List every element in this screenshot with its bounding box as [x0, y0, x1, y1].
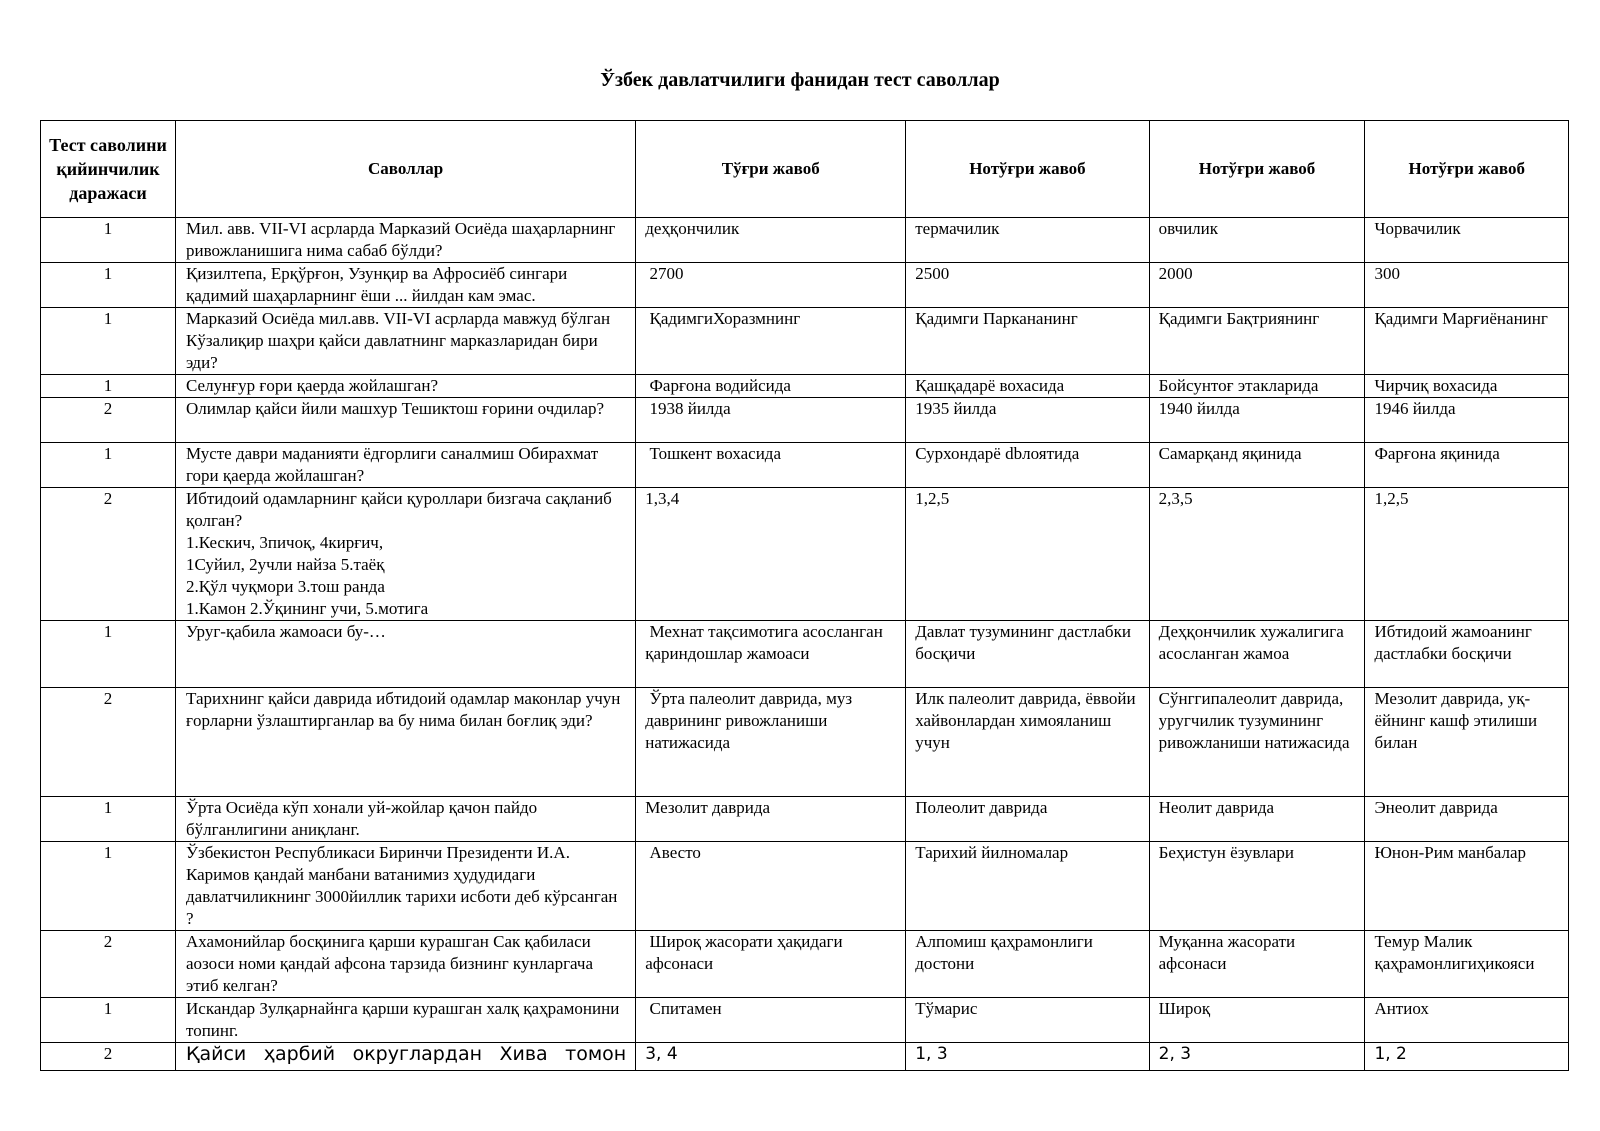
- question-text: Искандар Зулқарнайнга қарши курашган халқ қаҳрамонини топинг.: [176, 998, 636, 1043]
- difficulty-level: 1: [41, 621, 176, 688]
- correct-answer: Широқ жасорати ҳақидаги афсонаси: [636, 931, 906, 998]
- wrong-answer-1: Тўмарис: [906, 998, 1149, 1043]
- difficulty-level: 2: [41, 488, 176, 621]
- wrong-answer-1: термачилик: [906, 218, 1149, 263]
- header-difficulty: Тест саволини қийинчилик даражаси: [41, 121, 176, 218]
- question-text: Марказий Осиёда мил.авв. VII-VI асрларда мавжуд бўлган Кўзалиқир шаҳри қайси давлатнинг марказларидан бири эди?: [176, 308, 636, 375]
- header-correct-answer: Тўғри жавоб: [636, 121, 906, 218]
- difficulty-level: 1: [41, 797, 176, 842]
- wrong-answer-3: Энеолит даврида: [1365, 797, 1569, 842]
- wrong-answer-1: Илк палеолит даврида, ёввойи хайвонлардан химояланиш учун: [906, 688, 1149, 797]
- question-text: Тарихнинг қайси даврида ибтидоий одамлар маконлар учун ғорларни ўзлаштирганлар ва бу нима билан боғлиқ эди?: [176, 688, 636, 797]
- wrong-answer-3: 1,2,5: [1365, 488, 1569, 621]
- difficulty-level: 1: [41, 308, 176, 375]
- question-text: Ўзбекистон Республикаси Биринчи Президенти И.А. Каримов қандай манбани ватанимиз ҳудудидаги давлатчиликнинг 3000йиллик тарихи исботи деб кўрсанган ?: [176, 842, 636, 931]
- wrong-answer-3: Ибтидоий жамоанинг дастлабки босқичи: [1365, 621, 1569, 688]
- wrong-answer-1: 2500: [906, 263, 1149, 308]
- question-text: Ахамонийлар босқинига қарши курашган Сак қабиласи аозоси номи қандай афсона тарзида бизнинг кунларгача этиб келган?: [176, 931, 636, 998]
- wrong-answer-2: Муқанна жасорати афсонаси: [1149, 931, 1365, 998]
- table-row: [41, 218, 1569, 263]
- question-text: Қайси ҳарбий округлардан Хива томон: [176, 1043, 636, 1071]
- wrong-answer-2: Неолит даврида: [1149, 797, 1365, 842]
- question-text: Қизилтепа, Ерқўрғон, Узунқир ва Афросиёб сингари қадимий шаҳарларнинг ёши ... йилдан кам эмас.: [176, 263, 636, 308]
- difficulty-level: 2: [41, 931, 176, 998]
- table-row: [41, 488, 1569, 621]
- test-questions-table: [40, 120, 1569, 1071]
- difficulty-level: 1: [41, 998, 176, 1043]
- wrong-answer-2: Деҳқончилик хужалигига асосланган жамоа: [1149, 621, 1365, 688]
- question-text: Ибтидоий одамларнинг қайси қуроллари бизгача сақланиб қолган? 1.Кескич, 3пичоқ, 4кирғич, 1Суйил, 2учли найза 5.таёқ 2.Қўл чуқмори 3.тош ранда 1.Камон 2.Ўқининг учи, 5.мотига: [176, 488, 636, 621]
- wrong-answer-3: Чирчиқ вохасида: [1365, 375, 1569, 398]
- wrong-answer-1: Қадимги Парканaнинг: [906, 308, 1149, 375]
- wrong-answer-2: Сўнггипалеолит даврида, уругчилик тузумининг ривожланиши натижасида: [1149, 688, 1365, 797]
- table-row: [41, 842, 1569, 931]
- wrong-answer-1: Алпомиш қаҳрамонлиги достони: [906, 931, 1149, 998]
- header-wrong-answer-2: Нотўғри жавоб: [1149, 121, 1365, 218]
- difficulty-level: 2: [41, 1043, 176, 1071]
- header-wrong-answer-1: Нотўғри жавоб: [906, 121, 1149, 218]
- table-row: [41, 998, 1569, 1043]
- correct-answer: 1,3,4: [636, 488, 906, 621]
- wrong-answer-2: Қадимги Бақтриянинг: [1149, 308, 1365, 375]
- wrong-answer-3: Чорвачилик: [1365, 218, 1569, 263]
- table-row: [41, 398, 1569, 443]
- wrong-answer-2: Широқ: [1149, 998, 1365, 1043]
- wrong-answer-3: Фарғона яқинида: [1365, 443, 1569, 488]
- difficulty-level: 1: [41, 375, 176, 398]
- wrong-answer-2: Самарқанд яқинида: [1149, 443, 1365, 488]
- table-row: [41, 263, 1569, 308]
- difficulty-level: 1: [41, 443, 176, 488]
- page-title: Ўзбек давлатчилиги фанидан тест саволлар: [600, 69, 1000, 91]
- wrong-answer-2: овчилик: [1149, 218, 1365, 263]
- table-header-row: [41, 121, 1569, 218]
- wrong-answer-3: Темур Малик қаҳрамонлигиҳикояси: [1365, 931, 1569, 998]
- header-wrong-answer-3: Нотўғри жавоб: [1365, 121, 1569, 218]
- difficulty-level: 2: [41, 398, 176, 443]
- wrong-answer-1: 1, 3: [906, 1043, 1149, 1071]
- correct-answer: 2700: [636, 263, 906, 308]
- table-row: [41, 621, 1569, 688]
- wrong-answer-2: 2,3,5: [1149, 488, 1365, 621]
- difficulty-level: 1: [41, 218, 176, 263]
- difficulty-level: 1: [41, 842, 176, 931]
- table-row: [41, 1043, 1569, 1071]
- wrong-answer-2: 2, 3: [1149, 1043, 1365, 1071]
- correct-answer: 1938 йилда: [636, 398, 906, 443]
- question-text: Ўрта Осиёда кўп хонали уй-жойлар қачон пайдо бўлганлигини аниқланг.: [176, 797, 636, 842]
- table-row: [41, 375, 1569, 398]
- table-row: [41, 688, 1569, 797]
- wrong-answer-1: Давлат тузумининг дастлабки босқичи: [906, 621, 1149, 688]
- wrong-answer-3: 1946 йилда: [1365, 398, 1569, 443]
- wrong-answer-1: 1,2,5: [906, 488, 1149, 621]
- wrong-answer-3: Антиох: [1365, 998, 1569, 1043]
- correct-answer: Мезолит даврида: [636, 797, 906, 842]
- correct-answer: 3, 4: [636, 1043, 906, 1071]
- wrong-answer-3: Қадимги Марғиёнанинг: [1365, 308, 1569, 375]
- wrong-answer-2: Бойсунтоғ этакларида: [1149, 375, 1365, 398]
- difficulty-level: 2: [41, 688, 176, 797]
- correct-answer: Мехнат тақсимотига асосланган қариндошлар жамоаси: [636, 621, 906, 688]
- correct-answer: деҳқончилик: [636, 218, 906, 263]
- header-questions: Саволлар: [176, 121, 636, 218]
- correct-answer: Ўрта палеолит даврида, муз даврининг ривожланиши натижасида: [636, 688, 906, 797]
- correct-answer: Авесто: [636, 842, 906, 931]
- wrong-answer-3: 300: [1365, 263, 1569, 308]
- wrong-answer-3: Мезолит даврида, уқ-ёйнинг кашф этилиши билан: [1365, 688, 1569, 797]
- wrong-answer-2: 1940 йилда: [1149, 398, 1365, 443]
- wrong-answer-2: Беҳистун ёзувлари: [1149, 842, 1365, 931]
- table-row: [41, 931, 1569, 998]
- question-text: Мусте даври маданияти ёдгорлиги саналмиш Обирахмат гори қаерда жойлашган?: [176, 443, 636, 488]
- difficulty-level: 1: [41, 263, 176, 308]
- wrong-answer-2: 2000: [1149, 263, 1365, 308]
- wrong-answer-3: Юнон-Рим манбалар: [1365, 842, 1569, 931]
- wrong-answer-1: 1935 йилда: [906, 398, 1149, 443]
- wrong-answer-1: Тарихий йилномалар: [906, 842, 1149, 931]
- table-row: [41, 797, 1569, 842]
- correct-answer: Спитамен: [636, 998, 906, 1043]
- correct-answer: Тошкент вохасида: [636, 443, 906, 488]
- table-row: [41, 308, 1569, 375]
- question-text: Олимлар қайси йили машхур Тешиктош ғорини очдилар?: [176, 398, 636, 443]
- question-text: Мил. авв. VII-VI асрларда Марказий Осиёда шаҳарларнинг ривожланишига нима сабаб бўлди?: [176, 218, 636, 263]
- wrong-answer-1: Полеолит даврида: [906, 797, 1149, 842]
- correct-answer: ҚадимгиХоразмнинг: [636, 308, 906, 375]
- wrong-answer-1: Қашқадарё вохасида: [906, 375, 1149, 398]
- question-text: Уруг-қабила жамоаси бу-…: [176, 621, 636, 688]
- wrong-answer-1: Сурхондарё dbлоятида: [906, 443, 1149, 488]
- wrong-answer-3: 1, 2: [1365, 1043, 1569, 1071]
- question-text: Селунғур ғори қаерда жойлашган?: [176, 375, 636, 398]
- table-row: [41, 443, 1569, 488]
- correct-answer: Фарғона водийсида: [636, 375, 906, 398]
